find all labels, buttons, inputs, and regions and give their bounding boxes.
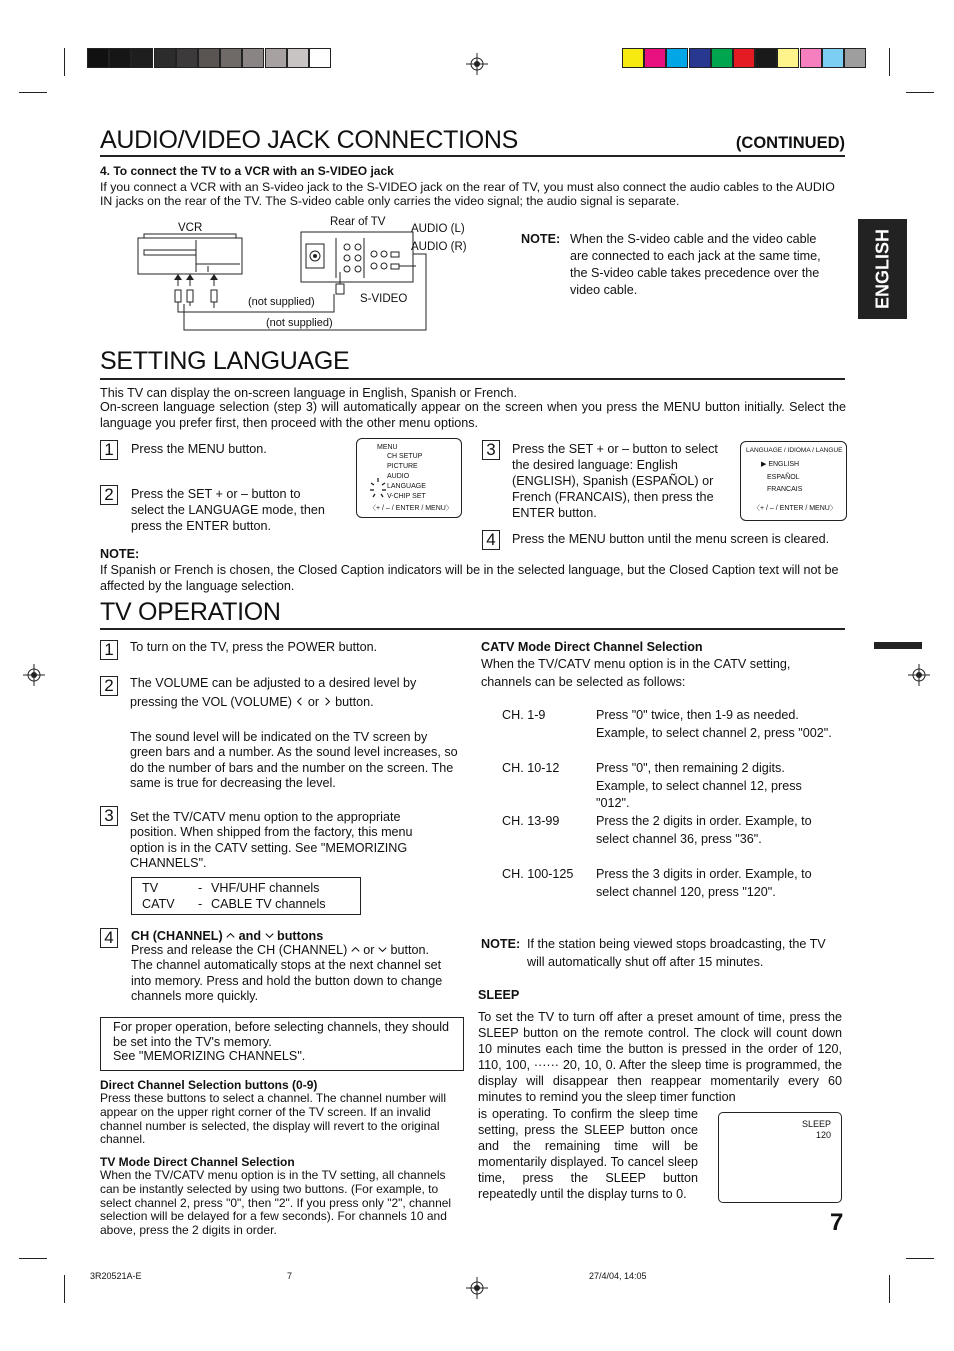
footer-code: 3R20521A-E — [90, 1271, 142, 1281]
section-title-tv-operation: TV OPERATION — [100, 598, 281, 626]
menu-screen — [356, 438, 462, 518]
language-step-4: Press the MENU button until the menu screen is cleared. — [512, 532, 830, 546]
step-number: 2 — [100, 676, 118, 696]
catv-channel-instruction: Press the 3 digits in order. Example, to select channel 120, press "120". — [596, 867, 812, 899]
crop-mark — [64, 48, 65, 76]
color-swatch — [844, 48, 866, 68]
direct-channel-heading: Direct Channel Selection buttons (0-9) — [100, 1078, 318, 1092]
color-swatch — [666, 48, 688, 68]
or-text: or — [359, 943, 378, 957]
catv-channel-range: CH. 10-12 — [502, 761, 560, 775]
svideo-subheading: 4. To connect the TV to a VCR with an S-VIDEO jack — [100, 164, 394, 178]
or-text: or — [304, 695, 323, 709]
language-option: FRANCAIS — [767, 486, 803, 493]
color-swatch — [711, 48, 733, 68]
operation-step-1: To turn on the TV, press the POWER button. — [130, 640, 378, 654]
gray-swatch — [87, 48, 109, 68]
menu-item: PICTURE — [387, 463, 418, 470]
language-step-1: Press the MENU button. — [131, 442, 267, 456]
step-number: 4 — [100, 928, 118, 948]
gray-swatch — [176, 48, 198, 68]
svideo-note: When the S-video cable and the video cable are connected to each jack at the same time, the S-video cable takes precedence over the video cable. — [570, 232, 821, 297]
language-screen — [740, 441, 847, 521]
registration-crosshair-icon — [908, 664, 930, 686]
proper-operation-box — [100, 1017, 464, 1071]
sleep-screen-value: 120 — [815, 1130, 831, 1140]
heading-text: and — [235, 929, 265, 943]
audio-l-label: AUDIO (L) — [411, 223, 465, 235]
section-rule — [100, 378, 845, 380]
vcr-label: VCR — [178, 222, 203, 234]
button-text: button. — [331, 695, 374, 709]
language-tab-label: ENGLISH — [872, 228, 892, 310]
color-swatch — [755, 48, 777, 68]
language-intro: This TV can display the on-screen language in English, Spanish or French. — [100, 386, 517, 400]
catv-channel-instruction: Press the 2 digits in order. Example, to select channel 36, press "36". — [596, 814, 812, 846]
step-number: 1 — [100, 440, 118, 460]
sleep-screen — [718, 1112, 842, 1203]
catv-mode-heading: CATV Mode Direct Channel Selection — [481, 640, 703, 654]
ch-buttons-heading — [131, 928, 461, 944]
note-label: NOTE: — [481, 937, 521, 951]
tv-catv-table — [131, 877, 361, 915]
step-number: 3 — [100, 806, 118, 826]
language-intro-2: On-screen language selection (step 3) will automatically appear on the screen when you press the MENU button initially. Select the language you prefer first, then proceed with the other menu options. — [100, 400, 846, 430]
connection-diagram — [136, 214, 476, 336]
catv-channel-range: CH. 1-9 — [502, 708, 546, 722]
menu-item: LANGUAGE — [387, 483, 426, 490]
menu-screen-title: MENU — [377, 444, 398, 451]
sleep-text-continued: is operating. To confirm the sleep time setting, press the SLEEP button once and the remaining time will be momentarily displayed. To cancel sleep time, press the SLEEP button repeatedly until the display turns to 0. — [478, 1107, 698, 1201]
audio-r-label: AUDIO (R) — [411, 241, 467, 253]
table-cell: CABLE TV channels — [211, 897, 326, 911]
menu-item: CH SETUP — [387, 453, 423, 460]
not-supplied-label: (not supplied) — [266, 317, 333, 329]
tv-mode-text: When the TV/CATV menu option is in the TV setting, all channels can be instantly selected by using two buttons. (For example, to select channel 2, press "0", then "2". If you press only "2", channel selection will be delayed for a few seconds). For channels 10 and above, press the 2 digits in order. — [100, 1168, 452, 1238]
step-number: 3 — [482, 440, 500, 460]
volume-paragraph: The sound level will be indicated on the TV screen by green bars and a number. As the sound level increases, so do the number of bars and the number on the screen. The same is true for decreasing the level. — [130, 730, 458, 790]
note-label: NOTE: — [100, 547, 140, 561]
color-swatch — [644, 48, 666, 68]
table-cell: VHF/UHF channels — [211, 881, 320, 895]
sleep-heading: SLEEP — [478, 988, 520, 1002]
step-number: 2 — [100, 485, 118, 505]
proper-operation-text: For proper operation, before selecting channels, they should be set into the TV's memory. See "MEMORIZING CHANNELS". — [113, 1020, 450, 1063]
footer-page: 7 — [287, 1271, 293, 1281]
heading-text: CH (CHANNEL) — [131, 929, 227, 943]
catv-channel-instruction: Press "0", then remaining 2 digits. Example, to select channel 12, press "012". — [596, 761, 802, 810]
color-swatch — [777, 48, 799, 68]
gray-swatch — [309, 48, 331, 68]
page-number: 7 — [830, 1209, 844, 1236]
crop-mark — [906, 92, 934, 93]
catv-mode-text: When the TV/CATV menu option is in the CATV setting, channels can be selected as follows: — [481, 657, 791, 689]
registration-crosshair-icon — [466, 53, 488, 75]
direct-channel-text: Press these buttons to select a channel. The channel number will appear on the upper right corner of the TV screen. If an invalid channel number is selected, the display will revert to the original channel. — [100, 1091, 446, 1147]
gray-swatch — [198, 48, 220, 68]
catv-channel-instruction: Press "0" twice, then 1-9 as needed. Example, to select channel 2, press "002". — [596, 708, 832, 740]
catv-channel-range: CH. 100-125 — [502, 867, 574, 881]
section-rule — [100, 628, 845, 630]
table-cell: CATV — [142, 897, 175, 911]
crop-mark — [906, 1258, 934, 1259]
language-screen-footer: 〈+ / – / ENTER / MENU〉 — [753, 505, 837, 512]
chevron-down-icon — [378, 945, 387, 954]
section-title-av-connections: AUDIO/VIDEO JACK CONNECTIONS — [100, 126, 519, 154]
color-swatch — [822, 48, 844, 68]
color-swatch — [733, 48, 755, 68]
rear-of-tv-label: Rear of TV — [330, 216, 386, 228]
language-screen-title: LANGUAGE / IDIOMA / LANGUE — [746, 447, 843, 454]
crop-mark — [19, 92, 47, 93]
gray-swatch — [154, 48, 176, 68]
language-step-2: Press the SET + or – button to select the LANGUAGE mode, then press the ENTER button. — [131, 487, 325, 533]
color-swatch — [689, 48, 711, 68]
language-step-3: Press the SET + or – button to select the desired language: English (ENGLISH), Spanish (ESPAÑOL) or French (FRANCAIS), then press the ENTER button. — [512, 442, 718, 520]
side-marker — [874, 642, 922, 649]
gray-swatch — [242, 48, 264, 68]
table-cell: - — [198, 881, 203, 895]
catv-channel-range: CH. 13-99 — [502, 814, 560, 828]
svideo-intro: If you connect a VCR with an S-video jack to the S-VIDEO jack on the rear of TV, you must also connect the audio cables to the AUDIO IN jacks on the rear of the TV. The S-video cable only carries the video signal; the audio signal is separate. — [100, 180, 835, 208]
chevron-up-icon — [226, 931, 235, 940]
step-number: 1 — [100, 640, 118, 660]
operation-step-4 — [131, 943, 451, 1005]
ch-text: Press and release the CH (CHANNEL) — [131, 943, 351, 957]
color-swatch — [622, 48, 644, 68]
language-tab — [858, 219, 907, 319]
crop-mark — [19, 1258, 47, 1259]
gray-swatch — [109, 48, 131, 68]
registration-crosshair-icon — [466, 1277, 488, 1299]
heading-text: buttons — [273, 929, 324, 943]
crop-mark — [889, 48, 890, 76]
operation-step-3: Set the TV/CATV menu option to the appropriate position. When shipped from the factory, this menu option is in the CATV setting. See "MEMORIZING CHANNELS". — [130, 810, 413, 871]
gray-swatch — [265, 48, 287, 68]
volume-text: The VOLUME can be adjusted to a desired level by pressing the VOL (VOLUME) — [130, 676, 417, 709]
shutoff-note: If the station being viewed stops broadcasting, the TV will automatically shut off after 15 minutes. — [527, 937, 826, 969]
menu-item: V-CHIP SET — [387, 493, 426, 500]
section-rule — [100, 155, 845, 157]
menu-screen-footer: 〈+ / – / ENTER / MENU〉 — [369, 505, 453, 512]
menu-item: AUDIO — [387, 473, 410, 480]
language-option: ESPAÑOL — [767, 474, 800, 481]
ch-text: button. The channel automatically stops at the next channel set into memory. Press and hold the button down to change channels more quickly. — [131, 943, 443, 1004]
note-label: NOTE: — [521, 232, 561, 246]
sleep-text: To set the TV to turn off after a preset amount of time, press the SLEEP button on the remote control. The clock will count down 10 minutes each time the button is pressed in the order of 120, 110, 100, ······ 20, 10, 0. After the sleep time is programmed, the display will disappear then reappear momentarily every 60 minutes to remind you the sleep timer function — [478, 1010, 842, 1104]
sleep-screen-label: SLEEP — [801, 1119, 831, 1129]
crop-mark — [889, 1275, 890, 1303]
gray-swatch — [287, 48, 309, 68]
crop-mark — [64, 1275, 65, 1303]
step-number: 4 — [482, 530, 500, 550]
tv-mode-heading: TV Mode Direct Channel Selection — [100, 1155, 295, 1169]
registration-crosshair-icon — [23, 664, 45, 686]
footer-date: 27/4/04, 14:05 — [589, 1271, 647, 1281]
table-cell: - — [198, 897, 203, 911]
chevron-down-icon — [265, 931, 274, 940]
svideo-label: S-VIDEO — [360, 293, 408, 305]
language-option: ▶ ENGLISH — [761, 461, 800, 468]
section-title-setting-language: SETTING LANGUAGE — [100, 347, 350, 375]
not-supplied-label: (not supplied) — [248, 296, 315, 308]
continued-label: (CONTINUED) — [735, 134, 845, 152]
language-note: If Spanish or French is chosen, the Closed Caption indicators will be in the selected language, but the Closed Caption text will not be affected by the language selection. — [100, 563, 839, 593]
color-swatch — [800, 48, 822, 68]
table-cell: TV — [142, 881, 159, 895]
gray-swatch — [131, 48, 153, 68]
selection-pointer-icon — [369, 475, 387, 501]
gray-swatch — [220, 48, 242, 68]
operation-step-2 — [130, 674, 460, 712]
chevron-right-icon — [323, 697, 332, 706]
chevron-up-icon — [351, 945, 360, 954]
